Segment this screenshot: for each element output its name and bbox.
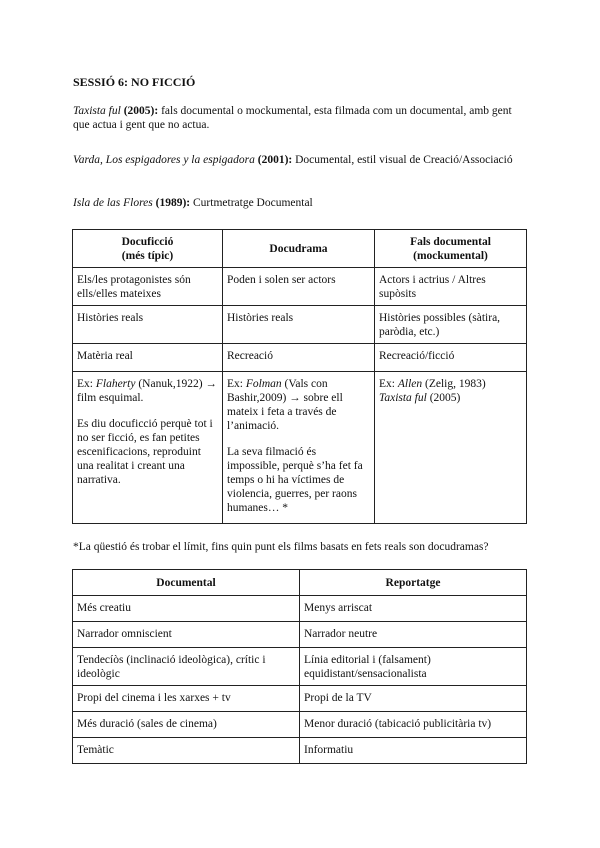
film-year: (2001): [257, 154, 293, 166]
table-cell: Actors i actrius / Altres supòsits [375, 268, 527, 306]
table-row [73, 622, 527, 648]
table-cell: Temàtic [73, 738, 300, 764]
table-row [73, 712, 527, 738]
table-row [73, 738, 527, 764]
table-row [73, 344, 527, 372]
comparison-table-genres [72, 229, 527, 524]
intro-paragraph-3 [73, 196, 528, 210]
footnote: *La qüestió és trobar el límit, fins quin punt els films basats en fets reals son docudramas? [73, 541, 489, 553]
director-name: Flaherty [95, 378, 136, 390]
table-cell: Els/les protagonistes són ells/elles mateixes [73, 268, 223, 306]
director-name: Allen [397, 378, 423, 390]
header-docudrama: Docudrama [223, 230, 375, 268]
film-description: Documental, estil visual de Creació/Associació [295, 154, 513, 166]
example-text: (Nanuk,1922) → film esquimal. [77, 378, 217, 404]
header-docuficcio: Docuficció (més típic) [73, 230, 223, 268]
comparison-table-documental-reportatge [72, 569, 527, 764]
table-cell: Més duració (sales de cinema) [73, 712, 300, 738]
film-description: Curtmetratge Documental [193, 197, 313, 209]
table-row [73, 268, 527, 306]
table-cell: Menor duració (tabicació publicitària tv) [300, 712, 527, 738]
table-cell: Històries possibles (sàtira, paròdia, etc.) [375, 306, 527, 344]
table-header-row [73, 230, 527, 268]
example-prefix: Ex: [379, 378, 398, 390]
director-name: Folman [245, 378, 282, 390]
table-row [73, 686, 527, 712]
table-cell: Més creatiu [73, 596, 300, 622]
film-title: Taxista ful [379, 392, 427, 404]
table-cell: Propi del cinema i les xarxes + tv [73, 686, 300, 712]
table-cell: Històries reals [223, 306, 375, 344]
header-documental: Documental [73, 570, 300, 596]
example-explanation: Es diu docuficció perquè tot i no ser ficció, es fan petites escenificacions, reproduint una realitat i creant una narrativa. [77, 418, 213, 486]
table-cell: Recreació/ficció [375, 344, 527, 372]
example-text: (Vals con Bashir,2009) → sobre ell mateix i feta a través de l’animació. [227, 378, 343, 432]
intro-paragraph-1 [73, 104, 528, 132]
example-explanation: La seva filmació és impossible, perquè s’ha fet fa temps o hi ha víctimes de violencia, guerres, per raons humanes… * [227, 446, 363, 514]
header-reportatge: Reportatge [300, 570, 527, 596]
table-cell: Narrador neutre [300, 622, 527, 648]
table-cell: Recreació [223, 344, 375, 372]
table-row [73, 596, 527, 622]
film-year: (1989): [155, 197, 191, 209]
example-prefix: Ex: [77, 378, 96, 390]
examples-cell-fals-documental [375, 372, 527, 524]
example-prefix: Ex: [227, 378, 246, 390]
example-text: (2005) [429, 392, 461, 404]
examples-cell-docuficcio [73, 372, 223, 524]
example-text: (Zelig, 1983) [425, 378, 486, 390]
table-cell: Matèria real [73, 344, 223, 372]
film-title: Isla de las Flores [73, 197, 153, 209]
table-header-row [73, 570, 527, 596]
table-row [73, 306, 527, 344]
film-title: Taxista ful [73, 105, 121, 117]
table-cell: Propi de la TV [300, 686, 527, 712]
table-cell: Tendecíòs (inclinació ideològica), crític i ideològic [73, 648, 300, 686]
film-title: Varda, Los espigadores y la espigadora [73, 154, 255, 166]
header-fals-documental: Fals documental (mockumental) [375, 230, 527, 268]
page-title: SESSIÓ 6: NO FICCIÓ [73, 75, 196, 89]
table-cell: Poden i solen ser actors [223, 268, 375, 306]
table-cell: Informatiu [300, 738, 527, 764]
table-cell: Menys arriscat [300, 596, 527, 622]
intro-paragraph-2 [73, 153, 528, 167]
table-cell: Línia editorial i (falsament) equidistant/sensacionalista [300, 648, 527, 686]
table-cell: Narrador omniscient [73, 622, 300, 648]
table-cell: Històries reals [73, 306, 223, 344]
table-row [73, 648, 527, 686]
examples-cell-docudrama [223, 372, 375, 524]
film-description: fals documental o mockumental, esta filmada com un documental, amb gent que actua i gent que no actua. [73, 105, 512, 131]
film-year: (2005): [123, 105, 159, 117]
table-row-examples [73, 372, 527, 524]
